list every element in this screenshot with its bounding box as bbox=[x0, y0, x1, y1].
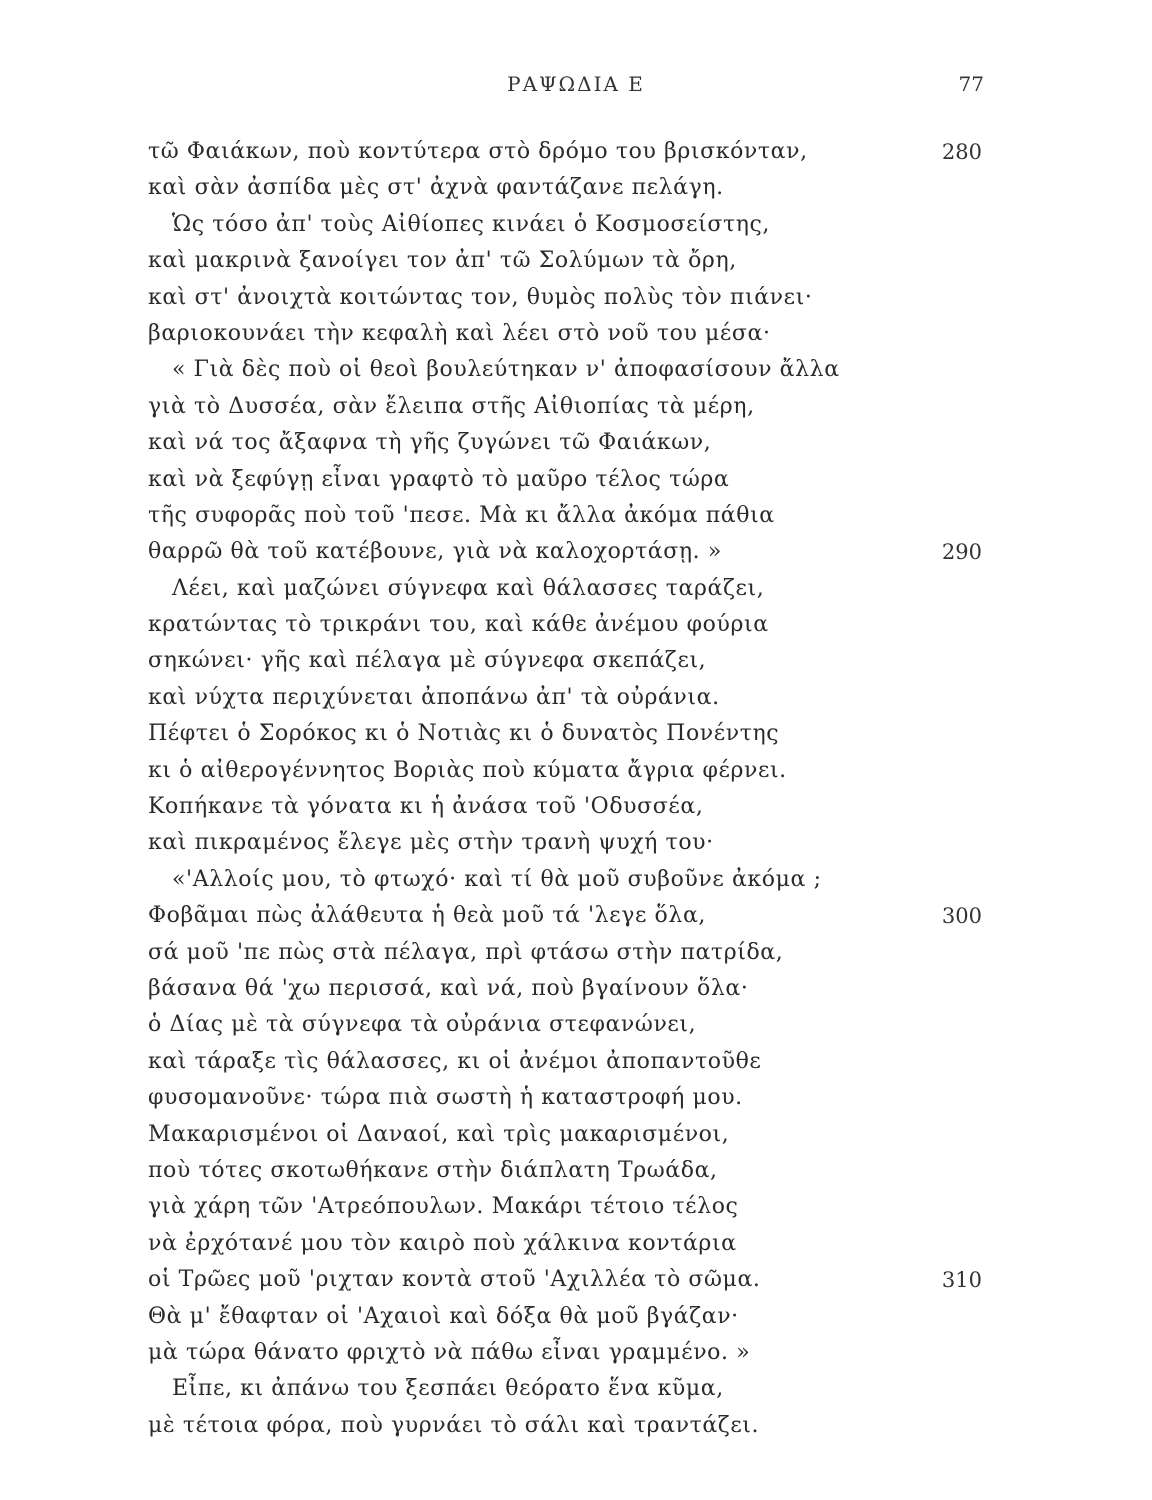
verse-text: «'Αλλοίς μου, τὸ φτωχό· καὶ τί θὰ μοῦ συβοῦνε ἀκόμα ; bbox=[172, 866, 822, 892]
verse-text: βαριοκουνάει τὴν κεφαλὴ καὶ λέει στὸ νοῦ του μέσα· bbox=[148, 320, 771, 346]
verse-text: καὶ νά τος ἄξαφνα τὴ γῆς ζυγώνει τῶ Φαιάκων, bbox=[148, 430, 712, 456]
verse-line bbox=[0, 643, 1152, 679]
verse-line bbox=[0, 862, 1152, 898]
verse-text: Μακαρισμένοι οἱ Δαναοί, καὶ τρὶς μακαρισμένοι, bbox=[148, 1121, 730, 1147]
verse-text: τῆς συφορᾶς ποὺ τοῦ 'πεσε. Μὰ κι ἄλλα ἀκόμα πάθια bbox=[148, 502, 775, 528]
verse-text: Λέει, καὶ μαζώνει σύγνεφα καὶ θάλασσες ταράζει, bbox=[172, 575, 765, 601]
verse-line bbox=[0, 534, 1152, 570]
verse-line bbox=[0, 898, 1152, 934]
verse-text: ποὺ τότες σκοτωθήκανε στὴν διάπλατη Τρωάδα, bbox=[148, 1157, 718, 1183]
verse-text: βάσανα θά 'χω περισσά, καὶ νά, ποὺ βγαίνουν ὅλα· bbox=[148, 975, 749, 1001]
verse-text: καὶ νὰ ξεφύγῃ εἶναι γραφτὸ τὸ μαῦρο τέλος τώρα bbox=[148, 466, 730, 492]
verse-line bbox=[0, 134, 1152, 170]
verse-text: οἱ Τρῶες μοῦ 'ριχταν κοντὰ στοῦ 'Αχιλλέα τὸ σῶμα. bbox=[148, 1267, 761, 1293]
verse-text: φυσομανοῦνε· τώρα πιὰ σωστὴ ἡ καταστροφή μου. bbox=[148, 1085, 743, 1111]
verse-line bbox=[0, 462, 1152, 498]
verse-line bbox=[0, 1189, 1152, 1225]
verse-text: καὶ νύχτα περιχύνεται ἀποπάνω ἀπ' τὰ οὐράνια. bbox=[148, 684, 720, 710]
verse-line bbox=[0, 1408, 1152, 1444]
verse-line bbox=[0, 971, 1152, 1007]
verse-line bbox=[0, 352, 1152, 388]
verse-line bbox=[0, 753, 1152, 789]
verse-text: « Γιὰ δὲς ποὺ οἱ θεοὶ βουλεύτηκαν ν' ἀποφασίσουν ἄλλα bbox=[172, 357, 840, 383]
verse-text: γιὰ τὸ Δυσσέα, σὰν ἔλειπα στῆς Αἰθιοπίας τὰ μέρη, bbox=[148, 393, 755, 419]
verse-text: μὲ τέτοια φόρα, ποὺ γυρνάει τὸ σάλι καὶ τραντάζει. bbox=[148, 1412, 760, 1438]
verse-line bbox=[0, 1262, 1152, 1298]
verse-text: Κοπήκανε τὰ γόνατα κι ἡ ἀνάσα τοῦ 'Οδυσσέα, bbox=[148, 794, 704, 820]
verse-line bbox=[0, 571, 1152, 607]
line-number: 280 bbox=[941, 140, 982, 164]
verse-line bbox=[0, 1044, 1152, 1080]
verse-line bbox=[0, 243, 1152, 279]
verse-text: κρατώντας τὸ τρικράνι του, καὶ κάθε ἀνέμου φούρια bbox=[148, 612, 769, 638]
verse-line bbox=[0, 280, 1152, 316]
verse-text: καὶ μακρινὰ ξανοίγει τον ἀπ' τῶ Σολύμων τὰ ὄρη, bbox=[148, 248, 737, 274]
verse-text: θαρρῶ θὰ τοῦ κατέβουνε, γιὰ νὰ καλοχορτάσῃ. » bbox=[148, 539, 722, 565]
verse-line bbox=[0, 1371, 1152, 1407]
verse-text: Εἶπε, κι ἀπάνω του ξεσπάει θεόρατο ἕνα κῦμα, bbox=[172, 1376, 724, 1402]
page-header bbox=[0, 72, 1152, 106]
verse-line bbox=[0, 425, 1152, 461]
verse-line bbox=[0, 170, 1152, 206]
verse-text: σηκώνει· γῆς καὶ πέλαγα μὲ σύγνεφα σκεπάζει, bbox=[148, 648, 707, 674]
verse-text: καὶ στ' ἀνοιχτὰ κοιτώντας τον, θυμὸς πολὺς τὸν πιάνει· bbox=[148, 284, 813, 310]
verse-text: Φοβᾶμαι πὼς ἀλάθευτα ἡ θεὰ μοῦ τά 'λεγε ὅλα, bbox=[148, 903, 706, 929]
verse-line bbox=[0, 680, 1152, 716]
page-number: 77 bbox=[958, 72, 984, 96]
verse-line bbox=[0, 825, 1152, 861]
verse-line bbox=[0, 1007, 1152, 1043]
verse-line bbox=[0, 789, 1152, 825]
verse-line bbox=[0, 1117, 1152, 1153]
verse-line bbox=[0, 1299, 1152, 1335]
verse-text: Ὡς τόσο ἀπ' τοὺς Αἰθίοπες κινάει ὁ Κοσμοσείστης, bbox=[172, 211, 771, 237]
verse-line bbox=[0, 935, 1152, 971]
running-title: ΡΑΨΩΔΙΑ Ε bbox=[507, 72, 645, 96]
verse-line bbox=[0, 1080, 1152, 1116]
verse-line bbox=[0, 389, 1152, 425]
verse-text: Πέφτει ὁ Σορόκος κι ὁ Νοτιὰς κι ὁ δυνατὸς Πονέντης bbox=[148, 721, 780, 747]
verse-text: καὶ πικραμένος ἔλεγε μὲς στὴν τρανὴ ψυχή του· bbox=[148, 830, 714, 856]
verse-line bbox=[0, 716, 1152, 752]
line-number: 300 bbox=[941, 904, 982, 929]
verse-line bbox=[0, 1153, 1152, 1189]
verse-text: γιὰ χάρη τῶν 'Ατρεόπουλων. Μακάρι τέτοιο τέλος bbox=[148, 1194, 739, 1220]
verse-line bbox=[0, 498, 1152, 534]
verse-text: σά μοῦ 'πε πὼς στὰ πέλαγα, πρὶ φτάσω στὴν πατρίδα, bbox=[148, 939, 784, 965]
verse-line bbox=[0, 1226, 1152, 1262]
verse-line bbox=[0, 207, 1152, 243]
verse-text: τῶ Φαιάκων, ποὺ κοντύτερα στὸ δρόμο του βρισκόνταν, bbox=[148, 139, 808, 164]
verse-text: νὰ ἐρχότανέ μου τὸν καιρὸ ποὺ χάλκινα κοντάρια bbox=[148, 1230, 737, 1256]
verse-line bbox=[0, 1335, 1152, 1371]
line-number: 310 bbox=[941, 1268, 982, 1293]
verse-text: Θὰ μ' ἔθαφταν οἱ 'Αχαιοὶ καὶ δόξα θὰ μοῦ βγάζαν· bbox=[148, 1303, 739, 1329]
verse-text: καὶ τάραξε τὶς θάλασσες, κι οἱ ἀνέμοι ἀποπαντοῦθε bbox=[148, 1048, 762, 1074]
verse-text: κι ὁ αἰθερογέννητος Βοριὰς ποὺ κύματα ἄγρια φέρνει. bbox=[148, 757, 787, 783]
verse-line bbox=[0, 316, 1152, 352]
verse-text: μὰ τώρα θάνατο φριχτὸ νὰ πάθω εἶναι γραμμένο. » bbox=[148, 1339, 751, 1365]
verse-text: καὶ σὰν ἀσπίδα μὲς στ' ἀχνὰ φαντάζανε πελάγη. bbox=[148, 175, 724, 201]
line-number: 290 bbox=[941, 540, 982, 565]
verse-line bbox=[0, 607, 1152, 643]
verse-block bbox=[0, 134, 1152, 1444]
verse-text: ὁ Δίας μὲ τὰ σύγνεφα τὰ οὐράνια στεφανώνει, bbox=[148, 1012, 697, 1038]
